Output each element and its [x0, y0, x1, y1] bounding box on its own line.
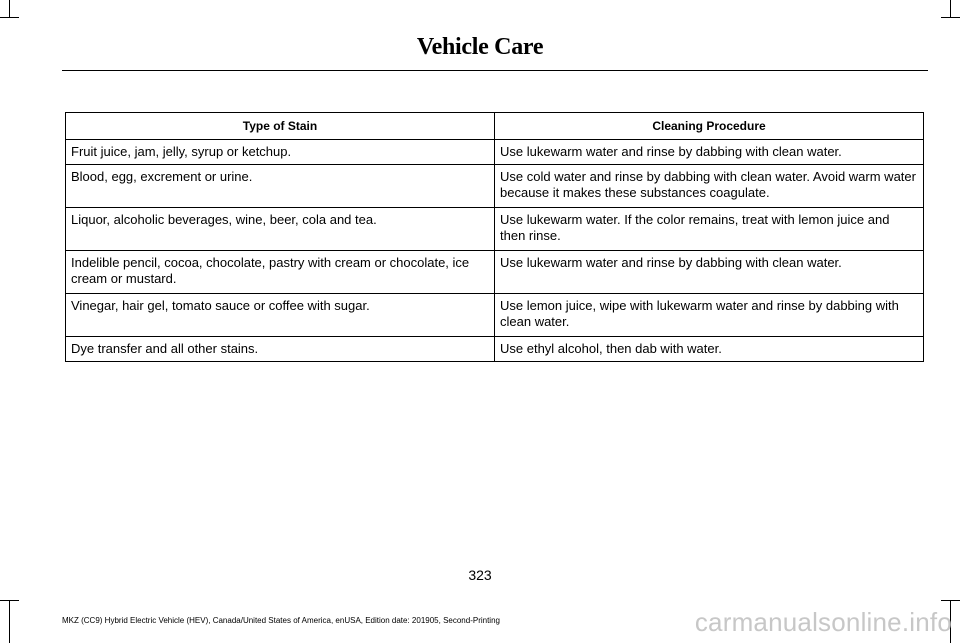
stain-cell: Vinegar, hair gel, tomato sauce or coffee with sugar. — [66, 294, 495, 337]
crop-mark-top-left — [9, 0, 10, 18]
table-row — [66, 208, 924, 251]
stain-cell: Indelible pencil, cocoa, chocolate, pastry with cream or chocolate, ice cream or mustard. — [66, 251, 495, 294]
table-row — [66, 294, 924, 337]
crop-mark-bottom-left — [9, 600, 10, 643]
footer-edition-text: MKZ (CC9) Hybrid Electric Vehicle (HEV), Canada/United States of America, enUSA, Edition date: 201905, Second-Printing — [62, 616, 500, 625]
stain-cell: Dye transfer and all other stains. — [66, 337, 495, 362]
crop-mark-top-left — [0, 17, 19, 18]
stain-cell: Fruit juice, jam, jelly, syrup or ketchup. — [66, 140, 495, 165]
page-title: Vehicle Care — [416, 34, 544, 60]
header-cleaning-procedure: Cleaning Procedure — [495, 113, 924, 140]
stain-cleaning-table — [65, 112, 924, 362]
stain-cell: Blood, egg, excrement or urine. — [66, 165, 495, 208]
procedure-cell: Use lemon juice, wipe with lukewarm water and rinse by dabbing with clean water. — [495, 294, 924, 337]
watermark-text: carmanualsonline.info — [694, 607, 952, 637]
title-divider — [62, 70, 928, 71]
crop-mark-top-right — [941, 17, 960, 18]
table-row — [66, 165, 924, 208]
table-row — [66, 140, 924, 165]
table-row — [66, 337, 924, 362]
procedure-cell: Use lukewarm water. If the color remains, treat with lemon juice and then rinse. — [495, 208, 924, 251]
procedure-cell: Use lukewarm water and rinse by dabbing with clean water. — [495, 251, 924, 294]
table-header-row — [66, 113, 924, 140]
page-number: 323 — [468, 567, 492, 583]
stain-cell: Liquor, alcoholic beverages, wine, beer, cola and tea. — [66, 208, 495, 251]
header-type-of-stain: Type of Stain — [66, 113, 495, 140]
procedure-cell: Use lukewarm water and rinse by dabbing with clean water. — [495, 140, 924, 165]
table-row — [66, 251, 924, 294]
procedure-cell: Use cold water and rinse by dabbing with clean water. Avoid warm water because it makes these substances coagulate. — [495, 165, 924, 208]
crop-mark-top-right — [950, 0, 951, 18]
crop-mark-bottom-right — [941, 600, 960, 601]
crop-mark-bottom-left — [0, 600, 19, 601]
procedure-cell: Use ethyl alcohol, then dab with water. — [495, 337, 924, 362]
